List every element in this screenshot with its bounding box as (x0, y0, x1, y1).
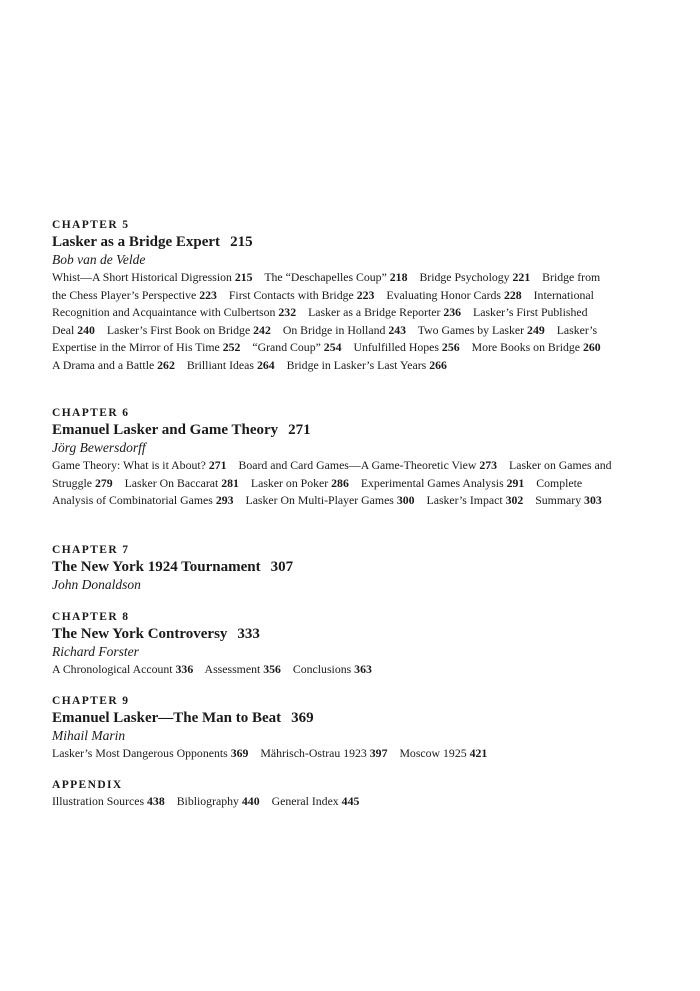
section-title: Lasker on Games and Struggle (52, 458, 612, 490)
section-entry (107, 323, 271, 337)
section-title: Bridge Psychology (419, 270, 510, 284)
section-title: The “Deschapelles Coup” (264, 270, 387, 284)
chapter-page-number: 271 (288, 422, 311, 438)
section-entry (272, 794, 360, 808)
section-title: More Books on Bridge (471, 340, 581, 355)
section-title: Summary (535, 493, 582, 508)
section-list (52, 269, 612, 375)
section-title: Evaluating Honor Cards (386, 287, 502, 302)
section-page-number: 286 (331, 475, 349, 490)
section-entry (52, 662, 193, 676)
section-page-number: 256 (441, 340, 460, 355)
section-page-number: 291 (506, 475, 525, 490)
section-entry (293, 662, 372, 676)
section-page-number: 363 (354, 662, 372, 676)
section-title: Lasker on Poker (250, 475, 329, 490)
chapter-label: CHAPTER 8 (52, 611, 130, 623)
section-title: Lasker as a Bridge Reporter (308, 305, 441, 320)
section-page-number: 223 (199, 287, 217, 302)
section-entry (386, 288, 521, 302)
chapter-title-text: Emanuel Lasker—The Man to Beat (52, 710, 282, 726)
section-page-number: 369 (230, 746, 249, 760)
chapter-author: John Donaldson (52, 577, 141, 592)
section-title: A Chronological Account (52, 662, 173, 676)
section-entry (239, 458, 498, 472)
section-page-number: 266 (429, 357, 447, 372)
section-entry (419, 270, 530, 284)
chapter-page-number: 307 (270, 559, 294, 575)
section-title: Game Theory: What is it About? (52, 458, 206, 472)
section-page-number: 397 (369, 746, 388, 760)
section-entry (205, 662, 281, 676)
appendix-label: APPENDIX (52, 779, 123, 791)
section-title: Complete Analysis of Combinatorial Games (52, 475, 583, 508)
chapter-title (52, 233, 612, 251)
section-page-number: 223 (356, 287, 375, 302)
section-entry (52, 458, 227, 472)
chapter-author: Mihail Marin (52, 728, 126, 743)
section-entry (287, 358, 447, 372)
section-page-number: 252 (222, 340, 241, 355)
section-page-number: 262 (157, 357, 175, 372)
section-title: Whist—A Short Historical Digression (52, 270, 232, 284)
section-page-number: 293 (215, 493, 234, 508)
section-page-number: 300 (396, 493, 415, 508)
section-title: Lasker’s Impact (426, 493, 503, 508)
section-title: Lasker’s First Published Deal (52, 305, 588, 337)
chapter-8 (52, 610, 612, 679)
section-page-number: 232 (278, 305, 297, 320)
section-entry (251, 476, 349, 490)
section-title: Lasker’s Expertise in the Mirror of His Time (52, 322, 598, 355)
chapter-title (52, 558, 612, 576)
chapter-title-text: Lasker as a Bridge Expert (52, 234, 221, 250)
section-entry (472, 340, 601, 354)
section-list (52, 793, 612, 811)
section-page-number: 421 (469, 746, 488, 760)
section-entry (125, 476, 239, 490)
section-entry (52, 746, 248, 760)
section-entry (245, 493, 414, 507)
section-title: Bridge in Lasker’s Last Years (286, 357, 427, 372)
section-entry (260, 746, 387, 760)
section-page-number: 218 (389, 270, 408, 284)
chapter-title (52, 421, 612, 439)
section-title: Bridge from the Chess Player’s Perspective (52, 270, 601, 302)
section-entry (52, 358, 175, 372)
chapter-label: CHAPTER 7 (52, 544, 130, 556)
section-list (52, 661, 612, 679)
section-entry (418, 323, 545, 337)
section-page-number: 303 (584, 493, 602, 508)
section-page-number: 264 (256, 357, 275, 372)
chapter-author: Jörg Bewersdorff (52, 440, 146, 455)
chapter-7 (52, 543, 612, 593)
section-page-number: 271 (208, 458, 227, 472)
section-entry (535, 493, 602, 507)
section-page-number: 438 (147, 794, 165, 808)
section-entry (52, 794, 165, 808)
section-title: On Bridge in Holland (282, 322, 386, 337)
appendix (52, 778, 612, 811)
section-entry (264, 270, 407, 284)
chapter-page-number: 215 (230, 234, 253, 250)
section-page-number: 445 (341, 794, 360, 808)
section-page-number: 273 (479, 458, 498, 472)
section-entry (283, 323, 406, 337)
section-page-number: 215 (234, 270, 253, 284)
section-title: Brilliant Ideas (186, 357, 254, 372)
section-title: Bibliography (176, 794, 239, 808)
section-list (52, 745, 612, 763)
section-title: Experimental Games Analysis (360, 475, 504, 490)
chapter-title-text: The New York Controversy (52, 626, 228, 642)
section-entry (252, 340, 341, 354)
section-page-number: 302 (505, 493, 524, 508)
section-title: Lasker’s Most Dangerous Opponents (52, 746, 228, 760)
chapter-title (52, 709, 612, 727)
section-entry (361, 476, 525, 490)
section-title: Illustration Sources (52, 794, 145, 808)
section-page-number: 240 (77, 322, 95, 337)
section-list (52, 457, 612, 510)
section-title: Two Games by Lasker (417, 322, 525, 337)
section-title: Board and Card Games—A Game-Theoretic View (238, 458, 477, 472)
section-title: International Recognition and Acquaintance with Culbertson (52, 287, 594, 320)
section-page-number: 221 (512, 270, 531, 284)
chapter-label: CHAPTER 6 (52, 407, 130, 419)
section-title: Conclusions (292, 662, 352, 676)
chapter-page-number: 369 (291, 710, 314, 726)
section-title: Lasker On Baccarat (124, 475, 219, 490)
section-title: First Contacts with Bridge (228, 287, 354, 302)
section-page-number: 440 (241, 794, 260, 808)
section-entry (353, 340, 459, 354)
section-entry (427, 493, 524, 507)
chapter-title (52, 625, 612, 643)
chapter-5 (52, 218, 612, 375)
section-title: Mährisch-Ostrau 1923 (260, 746, 367, 760)
section-page-number: 243 (388, 322, 407, 337)
chapter-title-text: Emanuel Lasker and Game Theory (52, 422, 279, 438)
section-title: “Grand Coup” (252, 340, 321, 355)
section-entry (308, 305, 461, 319)
section-page-number: 281 (221, 475, 239, 490)
section-page-number: 279 (94, 475, 113, 490)
section-page-number: 356 (263, 662, 281, 676)
section-title: Assessment (204, 662, 261, 676)
section-entry (399, 746, 487, 760)
section-entry (229, 288, 375, 302)
section-page-number: 260 (583, 340, 601, 355)
section-page-number: 336 (175, 662, 194, 676)
section-title: A Drama and a Battle (52, 357, 155, 372)
section-entry (52, 270, 253, 284)
section-title: Lasker’s First Book on Bridge (106, 322, 251, 337)
section-title: Lasker On Multi-Player Games (245, 493, 394, 508)
section-title: Unfulfilled Hopes (353, 340, 439, 355)
chapter-9 (52, 694, 612, 763)
section-page-number: 254 (323, 340, 342, 355)
chapter-page-number: 333 (237, 626, 260, 642)
chapter-label: CHAPTER 9 (52, 695, 130, 707)
chapter-6 (52, 406, 612, 510)
chapter-title-text: The New York 1924 Tournament (52, 559, 261, 575)
section-entry (177, 794, 260, 808)
section-page-number: 242 (253, 322, 271, 337)
section-title: Moscow 1925 (399, 746, 467, 760)
section-page-number: 236 (443, 305, 462, 320)
section-entry (187, 358, 275, 372)
section-page-number: 249 (527, 322, 545, 337)
chapter-author: Richard Forster (52, 644, 139, 659)
chapter-label: CHAPTER 5 (52, 219, 130, 231)
section-page-number: 228 (503, 287, 522, 302)
chapter-author: Bob van de Velde (52, 252, 146, 267)
section-title: General Index (271, 794, 339, 808)
